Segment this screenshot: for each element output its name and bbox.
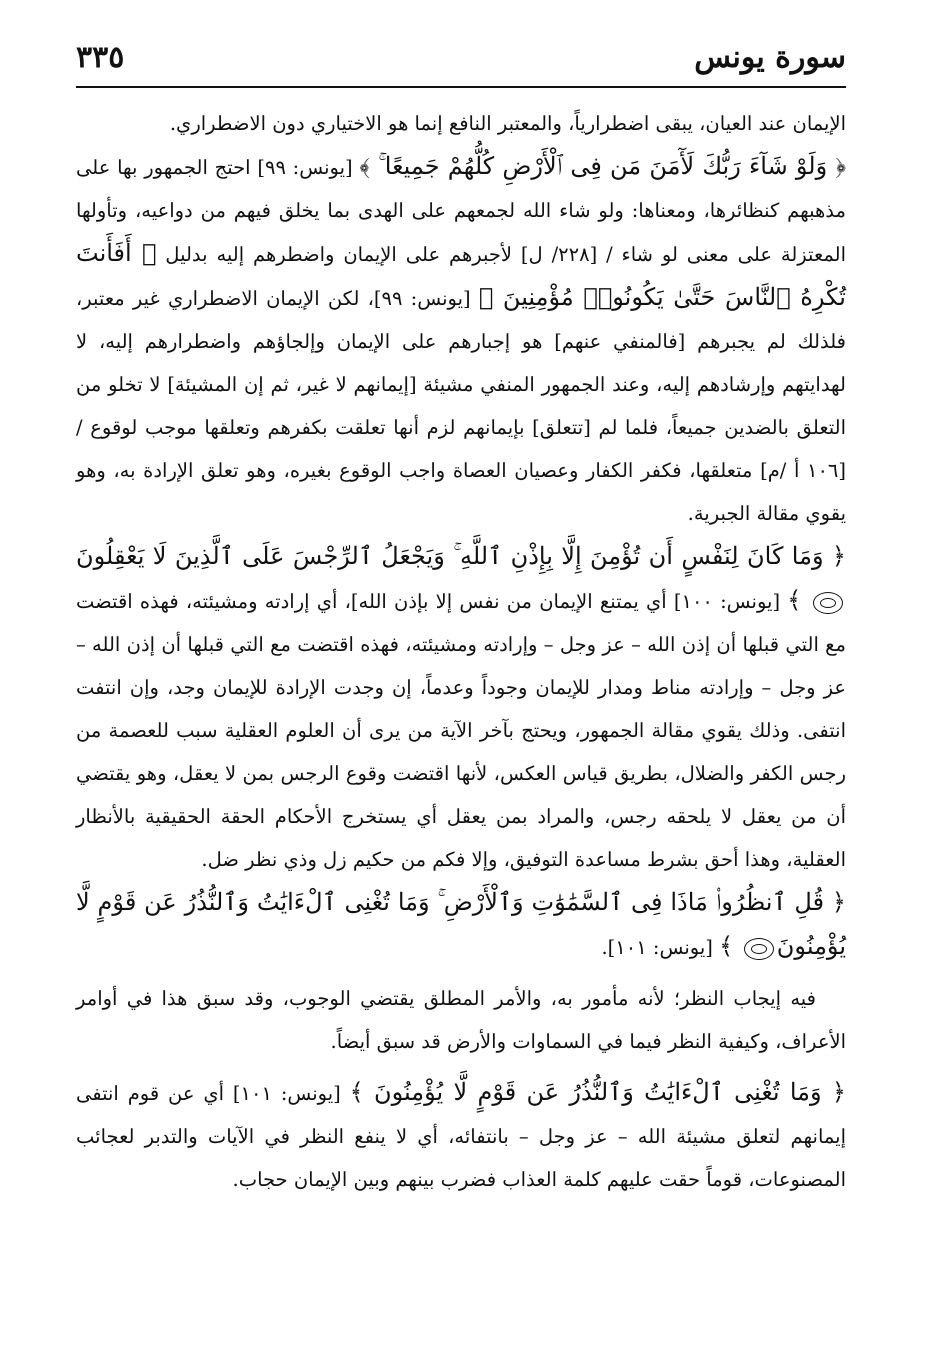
page-header [76,34,846,88]
quran-verse: ﴿ أَفَأَنتَ تُكْرِهُ ٱلنَّاسَ حَتَّىٰ يَكُونُوا۟ مُؤْمِنِينَ ﴾ [76,239,846,311]
paragraph-1 [76,102,846,145]
paragraph-text: [يونس: ١٠١] أي عن قوم انتفى إيمانهم لتعلق مشيئة الله – عز وجل – بانتفائه، أي لا ينفع النظر في الآيات والتدبر لعجائب المصنوعات، قوماً حقت عليهم كلمة العذاب فضرب بينهم وبين الإيمان حجاب. [76,1082,846,1191]
paragraph-text: [يونس: ١٠١]. [601,936,720,959]
quran-verse: ﴿ قُلِ ٱنظُرُوا۟ مَاذَا فِى ٱلسَّمَٰوَٰتِ وَٱلْأَرْضِ ۚ وَمَا تُغْنِى ٱلْءَايَٰتُ وَٱلنُّذُرُ عَن قَوْمٍ لَّا يُؤْمِنُونَ [76,888,846,960]
paragraph-text: [يونس: ١٠٠] أي يمتنع الإيمان من نفس إلا بإذن الله]، أي إرادته ومشيئته، فهذه اقتضت مع التي قبلها أن إذن الله – عز وجل – وإرادته ومشيئته، فهذه اقتضت مع التي قبلها أن إذن الله – عز وجل – وإرادته مناط ومدار للإيمان وجوداً وعدماً، إن وجدت الإرادة للإيمان وجد، وإن انتفت انتفى. وذلك يقوي مقالة الجمهور، ويحتج بآخر الآية من يرى أن العلوم العقلية سبب للعصمة من رجس الكفر والضلال، بطريق قياس العكس، لأنها اقتضت وقوع الرجس بمن لا يعقل، وهو يقتضي أن من يعقل لا يلحقه رجس، والمراد بمن يعقل أي يستخرج الأحكام الحقة الحقيقية بالأنظار العقلية، وهذا أحق بشرط مساعدة التوفيق، وإلا فكم من حكيم زل وذي نظر ضل. [76,590,846,871]
book-page [76,34,846,1201]
ayah-number-icon [744,938,774,960]
paragraph-2 [76,145,846,535]
paragraph-6 [76,1071,846,1201]
quran-verse: ﴿ وَمَا تُغْنِى ٱلْءَايَٰتُ وَٱلنُّذُرُ عَن قَوْمٍ لَّا يُؤْمِنُونَ ﴾ [349,1078,846,1106]
quran-verse: ﴿ وَلَوْ شَآءَ رَبُّكَ لَأٓمَنَ مَن فِى ٱلْأَرْضِ كُلُّهُمْ جَمِيعًا ۚ ﴾ [359,152,847,180]
paragraph-5 [76,977,846,1063]
paragraph-text: [يونس: ٩٩]، لكن الإيمان الاضطراري غير معتبر، فلذلك لم يجبرهم [فالمنفي عنهم] هو إجبارهم على الإيمان وإلجاؤهم واضطرارهم إليه، لا لهدايتهم وإرشادهم إليه، وعند الجمهور المنفي مشيئة [إيمانهم لا غير، ثم إن المشيئة] لا تخلو من التعلق بالضدين جميعاً، فلما لم [تتعلق] بإيمانهم لزم أنها تعلقت بكفرهم وتعلقها موجب لوقوع / [١٠٦ أ /م] متعلقها، فكفر الكفار وعصيان العصاة واجب الوقوع بغيره، وهو تعلق الإرادة به، وهو يقوي مقالة الجبرية. [76,287,846,525]
quran-verse-end: ﴾ [719,932,741,960]
paragraph-4 [76,881,846,969]
paragraph-text: فيه إيجاب النظر؛ لأنه مأمور به، والأمر المطلق يقتضي الوجوب، وقد سبق هذا في أوامر الأعراف، وكيفية النظر فيما في السماوات والأرض قد سبق أيضاً. [76,987,846,1053]
page-number: ٣٣٥ [76,40,125,75]
page-body [76,102,846,1201]
quran-verse: ﴿ وَمَا كَانَ لِنَفْسٍ أَن تُؤْمِنَ إِلَّا بِإِذْنِ ٱللَّهِ ۚ وَيَجْعَلُ ٱلرِّجْسَ عَلَى ٱلَّذِينَ لَا يَعْقِلُونَ [76,542,846,570]
ayah-number-icon [813,592,843,614]
quran-verse-end: ﴾ [787,586,810,614]
surah-title: سورة يونس [694,40,846,75]
paragraph-text: الإيمان عند العيان، يبقى اضطرارياً، والمعتبر النافع إنما هو الاختياري دون الاضطراري. [169,112,846,135]
paragraph-text: [يونس: ٩٩] احتج الجمهور بها على مذهبهم كنظائرها، ومعناها: ولو شاء الله لجمعهم على الهدى بما يخلق فيهم من دواعيه، وتأولها المعتزلة على معنى لو شاء / [٢٢٨/ ل] لأجبرهم على الإيمان واضطرهم إليه بدليل [76,156,846,266]
paragraph-3 [76,535,846,881]
